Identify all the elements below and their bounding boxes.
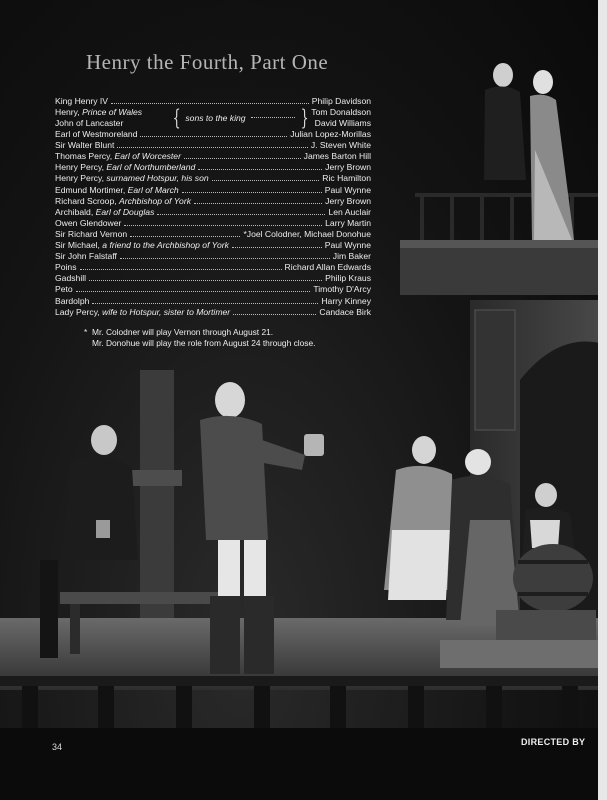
role-name bbox=[55, 173, 209, 184]
actor-name: Timothy D'Arcy bbox=[313, 284, 371, 295]
actor-name: Jerry Brown bbox=[325, 162, 371, 173]
role-name bbox=[55, 307, 230, 318]
balustrade-rail bbox=[0, 676, 607, 686]
role-description: Earl of March bbox=[127, 184, 179, 195]
page-number: 34 bbox=[52, 742, 63, 752]
actor-name: Len Auclair bbox=[328, 206, 371, 217]
right-brace-glyph: } bbox=[300, 106, 309, 131]
cast-list bbox=[55, 96, 371, 318]
role-prefix: Sir Michael, bbox=[55, 240, 103, 251]
role-name: Gadshill bbox=[55, 273, 87, 284]
role-name: Sir Walter Blunt bbox=[55, 140, 115, 151]
cast-row bbox=[55, 129, 371, 140]
footnote bbox=[84, 327, 392, 348]
leader-dots bbox=[184, 158, 301, 159]
actor-name: Harry Kinney bbox=[321, 295, 371, 306]
balcony-couple-figures bbox=[484, 63, 574, 240]
actor-name: Richard Allan Edwards bbox=[284, 262, 371, 273]
leader-dots bbox=[80, 269, 282, 270]
cast-row bbox=[55, 262, 371, 273]
cast-row bbox=[55, 251, 371, 262]
role-prefix: Edmund Mortimer, bbox=[55, 184, 128, 195]
cast-row bbox=[55, 296, 371, 307]
role-name: Sir John Falstaff bbox=[55, 251, 117, 262]
role-name: Henry, bbox=[55, 107, 83, 118]
barrel bbox=[513, 544, 593, 612]
role-name: Owen Glendower bbox=[55, 217, 122, 228]
leader-dots bbox=[194, 203, 322, 204]
balcony bbox=[400, 240, 607, 295]
cast-row bbox=[55, 273, 371, 284]
cast-row bbox=[55, 218, 371, 229]
role-name: Earl of Westmoreland bbox=[55, 129, 138, 140]
cast-row bbox=[55, 185, 371, 196]
leader-dots bbox=[117, 147, 307, 148]
leader-dots bbox=[76, 291, 311, 292]
cast-row bbox=[55, 240, 371, 251]
role-name bbox=[55, 185, 179, 196]
actor-name: Jerry Brown bbox=[325, 195, 371, 206]
page-title: Henry the Fourth, Part One bbox=[86, 50, 329, 74]
role-prefix: Henry Percy, bbox=[55, 162, 107, 173]
role-description: Prince of Wales bbox=[82, 107, 143, 118]
role-name: Peto bbox=[55, 284, 73, 295]
actor-name: Tom Donaldson bbox=[311, 107, 371, 118]
actor-name: James Barton Hill bbox=[303, 151, 371, 162]
role-description: wife to Hotspur, sister to Mortimer bbox=[102, 306, 231, 317]
sons-roles bbox=[55, 107, 170, 129]
sons-actors bbox=[311, 107, 371, 129]
role-description: Archbishop of York bbox=[119, 195, 191, 206]
cast-row bbox=[55, 151, 371, 162]
cast-row bbox=[55, 196, 371, 207]
actor-name: Philip Kraus bbox=[325, 273, 371, 284]
leader-dots bbox=[232, 247, 322, 248]
leader-dots bbox=[89, 280, 322, 281]
role-name bbox=[55, 196, 191, 207]
role-prefix: Henry Percy, bbox=[55, 173, 107, 184]
brace-connector bbox=[170, 107, 311, 129]
role-name: King Henry IV bbox=[55, 96, 109, 106]
role-prefix: Archibald, bbox=[55, 206, 96, 217]
role-name bbox=[55, 151, 181, 162]
cast-row bbox=[55, 229, 371, 240]
leader-dots bbox=[120, 258, 330, 259]
leader-dots bbox=[182, 192, 322, 193]
role-prefix: Thomas Percy, bbox=[55, 151, 115, 162]
role-prefix: Richard Scroop, bbox=[55, 195, 120, 206]
sons-note: sons to the king bbox=[185, 112, 246, 123]
bench bbox=[60, 592, 230, 604]
role-description: surnamed Hotspur, his son bbox=[106, 173, 209, 184]
actor-name: Candace Birk bbox=[319, 306, 371, 317]
leader-dots bbox=[212, 180, 320, 181]
actor-name: Philip Davidson bbox=[311, 96, 371, 106]
directed-by-label: DIRECTED BY bbox=[521, 737, 586, 747]
leader-dots bbox=[92, 303, 318, 304]
role-name: Sir Richard Vernon bbox=[55, 228, 128, 239]
role-description: Earl of Worcester bbox=[114, 151, 181, 162]
actor-name: Paul Wynne bbox=[324, 240, 371, 251]
page-edge bbox=[598, 0, 607, 800]
balcony-railing bbox=[415, 193, 607, 240]
role-name bbox=[55, 162, 195, 173]
cast-row bbox=[55, 162, 371, 173]
actor-name: Julian Lopez-Morillas bbox=[290, 129, 371, 140]
leader-dots bbox=[130, 236, 240, 237]
sons-of-the-king-group bbox=[55, 107, 371, 129]
left-brace-glyph: { bbox=[172, 106, 181, 131]
role-prefix: Lady Percy, bbox=[55, 306, 103, 317]
role-name: Poins bbox=[55, 262, 77, 273]
role-name bbox=[55, 240, 229, 251]
leader-dots bbox=[251, 117, 295, 118]
actor-name: Larry Martin bbox=[325, 217, 371, 228]
front-platform bbox=[440, 640, 607, 668]
role-name bbox=[55, 207, 154, 218]
footnote-asterisk: * bbox=[84, 327, 88, 337]
cast-row bbox=[55, 140, 371, 151]
cast-row bbox=[55, 173, 371, 184]
role-description: Earl of Douglas bbox=[95, 206, 155, 217]
footnote-line: Mr. Donohue will play the role from August 24 through close. bbox=[92, 337, 316, 348]
leader-dots bbox=[124, 225, 322, 226]
actor-name: *Joel Colodner, Michael Donohue bbox=[243, 228, 371, 239]
leader-dots bbox=[233, 314, 316, 315]
cast-row bbox=[55, 307, 371, 318]
balustrade-posts bbox=[22, 686, 578, 730]
leader-dots bbox=[157, 214, 325, 215]
cast-row bbox=[55, 207, 371, 218]
actor-name: Ric Hamilton bbox=[322, 173, 371, 184]
role-name: John of Lancaster bbox=[55, 118, 124, 129]
leader-dots bbox=[198, 169, 322, 170]
role-name: Bardolph bbox=[55, 295, 90, 306]
actor-name: Paul Wynne bbox=[324, 184, 371, 195]
leader-dots bbox=[111, 103, 309, 104]
footnote-line: Mr. Colodner will play Vernon through August 21. bbox=[92, 327, 274, 337]
actor-name: J. Steven White bbox=[310, 140, 371, 151]
cast-row bbox=[55, 96, 371, 107]
actor-name: Jim Baker bbox=[332, 251, 371, 262]
actor-name: David Williams bbox=[314, 118, 371, 129]
role-description: a friend to the Archbishop of York bbox=[102, 240, 229, 251]
role-description: Earl of Northumberland bbox=[106, 162, 196, 173]
leader-dots bbox=[140, 136, 287, 137]
set-panel bbox=[475, 310, 515, 430]
cast-row bbox=[55, 284, 371, 295]
